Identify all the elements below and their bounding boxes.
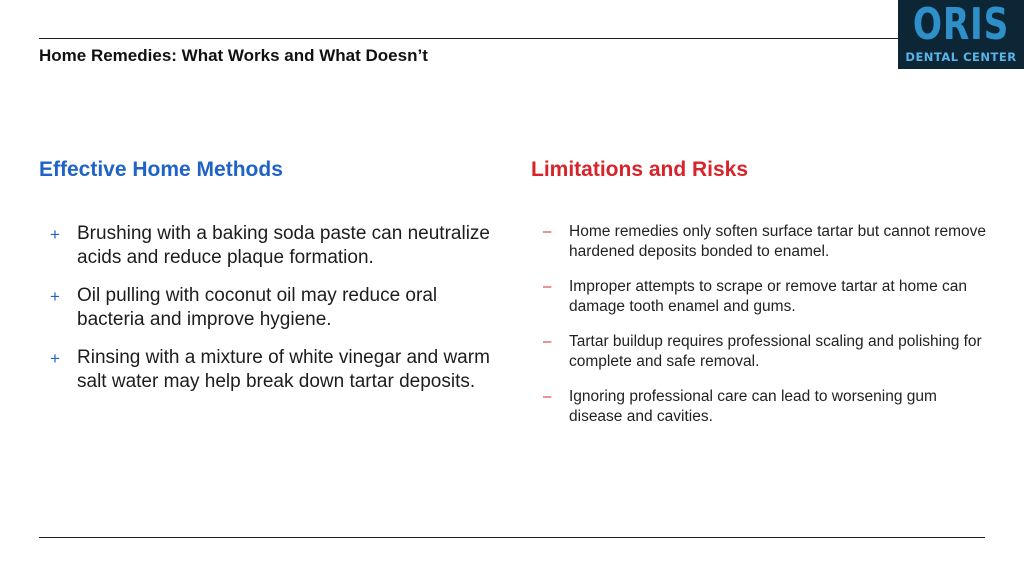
page-title: Home Remedies: What Works and What Doesn’t <box>39 46 428 65</box>
list-item <box>543 277 993 317</box>
effective-methods-heading: Effective Home Methods <box>39 158 283 181</box>
top-divider <box>39 38 899 39</box>
plus-icon: + <box>50 349 60 368</box>
list-item <box>543 387 993 427</box>
list-item <box>50 346 500 394</box>
bottom-divider <box>39 537 985 538</box>
plus-icon: + <box>50 225 60 244</box>
effective-methods-list <box>50 222 500 408</box>
list-item <box>543 222 993 262</box>
limitations-list <box>543 222 993 442</box>
list-item-text: Improper attempts to scrape or remove tartar at home can damage tooth enamel and gums. <box>569 278 968 315</box>
list-item-text: Tartar buildup requires professional scaling and polishing for complete and safe removal. <box>569 333 982 370</box>
list-item-text: Rinsing with a mixture of white vinegar and warm salt water may help break down tartar deposits. <box>77 347 490 392</box>
list-item-text: Brushing with a baking soda paste can neutralize acids and reduce plaque formation. <box>77 223 490 268</box>
plus-icon: + <box>50 287 60 306</box>
list-item-text: Ignoring professional care can lead to worsening gum disease and cavities. <box>569 388 937 425</box>
list-item <box>543 332 993 372</box>
logo-subtitle: DENTAL CENTER <box>905 50 1017 64</box>
list-item <box>50 284 500 332</box>
limitations-heading: Limitations and Risks <box>531 158 749 181</box>
dash-icon: – <box>543 223 552 240</box>
list-item-text: Home remedies only soften surface tartar but cannot remove hardened deposits bonded to enamel. <box>569 223 986 260</box>
oris-logo <box>898 0 1024 69</box>
dash-icon: – <box>543 278 552 295</box>
list-item-text: Oil pulling with coconut oil may reduce oral bacteria and improve hygiene. <box>77 285 438 330</box>
logo-wordmark: ORIS <box>912 0 1010 50</box>
dash-icon: – <box>543 388 552 405</box>
dash-icon: – <box>543 333 552 350</box>
list-item <box>50 222 500 270</box>
